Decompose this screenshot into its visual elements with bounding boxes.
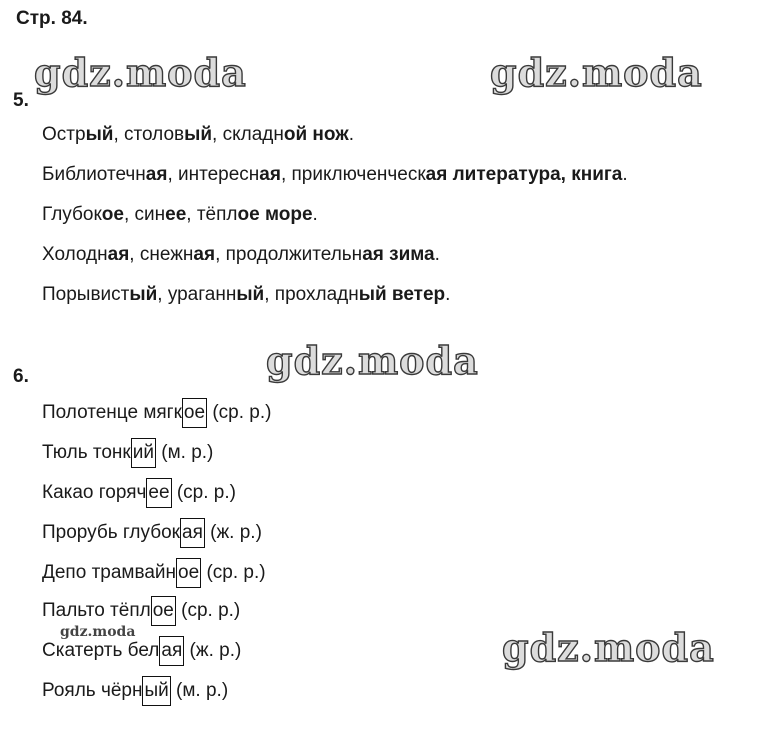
gender-note: (м. р.) (170, 680, 229, 701)
watermark: gdz.moda (490, 50, 703, 95)
page-reference: Стр. 84. (16, 8, 88, 29)
noun-adjective-line (42, 680, 228, 706)
text-segment: , син (123, 204, 166, 225)
adjective-phrase-line (42, 124, 354, 146)
ending-bold: ая (259, 164, 281, 185)
exercise-6-number: 6. (13, 366, 29, 387)
ending-bold: ой нож (283, 124, 349, 145)
ending-bold: ый (85, 124, 114, 145)
ending-bold: ый (236, 284, 265, 305)
gender-note: (ср. р.) (201, 562, 266, 583)
gender-note: (ср. р.) (171, 482, 236, 503)
ending-bold: ый (184, 124, 213, 145)
text-segment: , столов (113, 124, 185, 145)
text-segment: Порывист (42, 284, 130, 305)
ending-bold: ая (107, 244, 130, 265)
boxed-ending: ое (176, 558, 201, 588)
ending-bold: ое море (237, 204, 313, 225)
adjective-phrase-line (42, 244, 440, 266)
text-segment: , ураганн (157, 284, 237, 305)
adjective-phrase-line (42, 284, 450, 306)
boxed-ending: ее (146, 478, 171, 508)
text-segment: , прохладн (264, 284, 359, 305)
noun-adjective-line (42, 402, 271, 428)
gender-note: (ср. р.) (175, 600, 241, 621)
boxed-ending: ое (151, 596, 176, 626)
watermark: gdz.moda (502, 625, 715, 670)
gender-note: (м. р.) (155, 442, 214, 463)
ending-bold: ая (193, 244, 216, 265)
ending-bold: ое (101, 204, 124, 225)
ending-bold: ый (129, 284, 158, 305)
watermark: gdz.moda (266, 338, 479, 383)
noun-adjective-line (42, 600, 240, 626)
gender-note: (ж. р.) (204, 522, 262, 543)
text-segment: . (312, 204, 318, 225)
phrase-text: Пальто тёпл (42, 600, 151, 621)
adjective-phrase-line (42, 164, 628, 186)
text-segment: , приключенческ (280, 164, 426, 185)
phrase-text: Рояль чёрн (42, 680, 143, 701)
watermark: gdz.moda (34, 50, 247, 95)
noun-adjective-line (42, 562, 266, 588)
text-segment: Библиотечн (42, 164, 146, 185)
text-segment: , снежн (129, 244, 194, 265)
boxed-ending: ый (142, 676, 170, 706)
phrase-text: Полотенце мягк (42, 402, 182, 423)
phrase-text: Прорубь глубок (42, 522, 180, 543)
ending-bold: ая зима (362, 244, 435, 265)
text-segment: Глубок (42, 204, 102, 225)
text-segment: . (434, 244, 440, 265)
ending-bold: ая (145, 164, 168, 185)
text-segment: , тёпл (186, 204, 238, 225)
text-segment: . (348, 124, 355, 145)
noun-adjective-line (42, 482, 236, 508)
ending-bold: ый ветер (358, 284, 446, 305)
gender-note: (ж. р.) (184, 640, 242, 661)
text-segment: , складн (212, 124, 284, 145)
ending-bold: ая литература, книга (425, 164, 623, 185)
noun-adjective-line (42, 522, 262, 548)
text-segment: Остр (42, 124, 86, 145)
phrase-text: Депо трамвайн (42, 562, 177, 583)
noun-adjective-line (42, 442, 213, 468)
phrase-text: Тюль тонк (42, 442, 131, 463)
phrase-text: Скатерть бел (42, 640, 160, 661)
text-segment: , продолжительн (215, 244, 363, 265)
text-segment: , интересн (167, 164, 260, 185)
text-segment: . (622, 164, 628, 185)
watermark-small: gdz.moda (60, 624, 136, 640)
text-segment: . (445, 284, 451, 305)
exercise-5-number: 5. (13, 90, 29, 111)
noun-adjective-line (42, 640, 241, 666)
phrase-text: Какао горяч (42, 482, 147, 503)
boxed-ending: ая (180, 518, 205, 548)
boxed-ending: ий (131, 438, 156, 468)
gender-note: (ср. р.) (207, 402, 272, 423)
adjective-phrase-line (42, 204, 318, 226)
ending-bold: ее (165, 204, 187, 225)
boxed-ending: ое (182, 398, 207, 428)
text-segment: Холодн (42, 244, 108, 265)
boxed-ending: ая (159, 636, 184, 666)
